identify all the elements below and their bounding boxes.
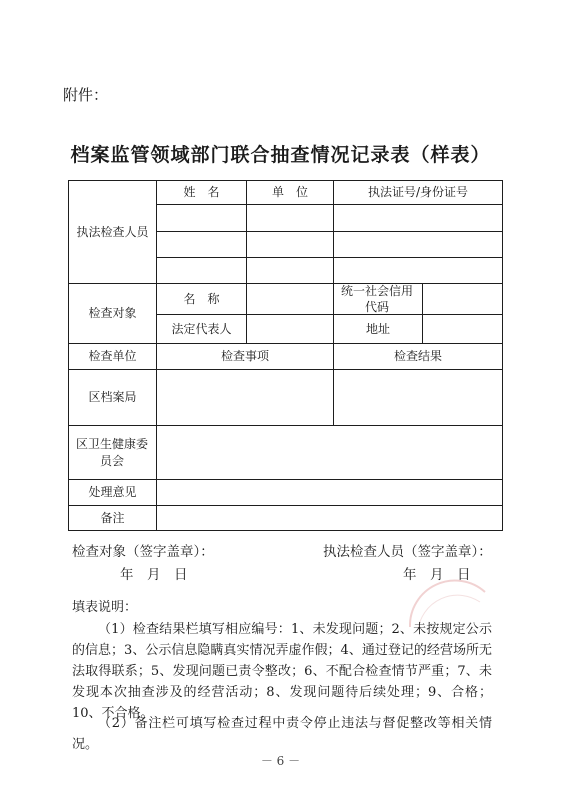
- result-label: 检查结果: [393, 349, 442, 364]
- note-2: （2）备注栏可填写检查过程中责令停止违法与督促整改等相关情况。: [72, 716, 492, 752]
- archives-bureau-label: 区档案局: [88, 390, 137, 405]
- col-unit-header: 单 位: [271, 185, 308, 200]
- note-1: （1）检查结果栏填写相应编号：1、未发现问题；2、未按规定公示的信息；3、公示信息隐瞒真实情况弄虚作假；4、通过登记的经营场所无法取得联系；5、发现问题已责令整改；6、不配合检查情节严重；7、未发现本次抽查涉及的经营活动；8、发现问题待后续处理；9、合格；10、不合格。: [72, 622, 492, 721]
- inspector-label: 执法检查人员: [76, 224, 149, 239]
- target-label: 检查对象: [88, 306, 137, 321]
- health-committee-label: 区卫生健康委员会: [76, 437, 149, 468]
- col-id-header: 执法证号/身份证号: [367, 185, 469, 200]
- col-name-header: 姓 名: [183, 185, 220, 200]
- address-label: 地址: [365, 321, 390, 336]
- unit-label: 检查单位: [88, 349, 137, 364]
- credit-code-label: 统一社会信用代码: [340, 283, 413, 314]
- legal-rep-label: 法定代表人: [171, 321, 232, 336]
- remarks-label: 备注: [100, 510, 125, 525]
- page-number: － 6 －: [260, 754, 301, 768]
- target-signature-label: 检查对象（签字盖章）：: [72, 544, 214, 560]
- disposal-label: 处理意见: [88, 485, 137, 500]
- inspector-signature-label: 执法检查人员（签字盖章）：: [323, 544, 492, 560]
- page-title: 档案监管领域部门联合抽查情况记录表（样表）: [70, 144, 491, 166]
- inspector-sign-date: 年 月 日: [403, 567, 471, 583]
- notes-heading: 填表说明：: [72, 600, 138, 615]
- target-name-label: 名 称: [183, 291, 220, 306]
- items-label: 检查事项: [220, 349, 269, 364]
- attachment-label: 附件：: [63, 86, 109, 104]
- target-sign-date: 年 月 日: [120, 567, 188, 583]
